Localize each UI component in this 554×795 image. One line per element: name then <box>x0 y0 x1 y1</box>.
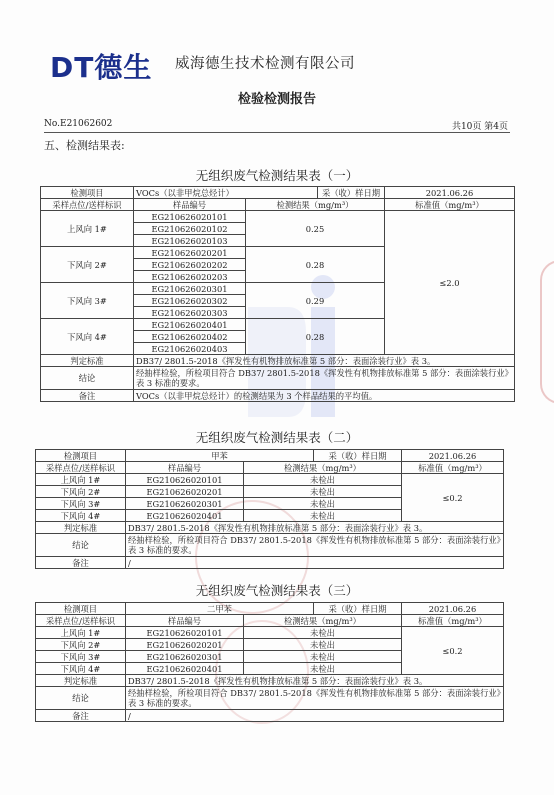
criterion-label: 判定标准 <box>36 522 126 534</box>
point-cell: 上风向 1# <box>41 211 134 247</box>
table1-title: 无组织废气检测结果表（一） <box>195 168 359 183</box>
sample-cell: EG210626020203 <box>134 271 246 283</box>
point-cell: 下风向 4# <box>41 319 134 355</box>
results-table-1 <box>40 186 515 402</box>
table3-title: 无组织废气检测结果表（三） <box>195 583 359 598</box>
sample-cell: EG210626020401 <box>134 319 246 331</box>
conclusion-value: 经抽样检验，所检项目符合 DB37/ 2801.5-2018《挥发性有机物排放标准第 5 部分：表面涂装行业》表 3 标准的要求。 <box>126 534 504 557</box>
conclusion-label: 结论 <box>41 367 134 390</box>
result-cell: 未检出 <box>244 651 402 663</box>
point-cell: 上风向 1# <box>36 474 126 486</box>
table2-title: 无组织废气检测结果表（二） <box>195 430 359 445</box>
conclusion-value: 经抽样检验，所检项目符合 DB37/ 2801.5-2018《挥发性有机物排放标准第 5 部分：表面涂装行业》表 3 标准的要求。 <box>126 687 504 710</box>
report-number: No.E21062602 <box>44 119 113 129</box>
company-name: 威海德生技术检测有限公司 <box>175 56 355 72</box>
item-value: 甲苯 <box>126 450 314 462</box>
table-row <box>36 675 504 687</box>
sample-cell: EG210626020101 <box>126 627 244 639</box>
sample-cell: EG210626020303 <box>134 307 246 319</box>
point-cell: 下风向 3# <box>36 651 126 663</box>
page-info: 共10页 第4页 <box>451 122 508 132</box>
sample-cell: EG210626020202 <box>134 259 246 271</box>
table-row <box>36 534 504 557</box>
point-cell: 上风向 1# <box>36 627 126 639</box>
col-sample: 样品编号 <box>134 199 246 211</box>
sample-cell: EG210626020401 <box>126 510 244 522</box>
point-cell: 下风向 3# <box>36 498 126 510</box>
result-cell: 未检出 <box>244 510 402 522</box>
conclusion-label: 结论 <box>36 687 126 710</box>
table-row <box>36 710 504 722</box>
sample-cell: EG210626020101 <box>134 211 246 223</box>
table-row <box>41 187 515 199</box>
table-row <box>36 450 504 462</box>
col-standard: 标准值（mg/m³） <box>402 615 504 627</box>
sample-cell: EG210626020101 <box>126 474 244 486</box>
col-sample: 样品编号 <box>126 615 244 627</box>
result-cell: 未检出 <box>244 639 402 651</box>
col-result: 检测结果（mg/m³） <box>244 462 402 474</box>
col-result: 检测结果（mg/m³） <box>244 615 402 627</box>
table-row <box>36 474 504 486</box>
sample-cell: EG210626020301 <box>126 498 244 510</box>
col-point: 采样点位/送样标识 <box>36 615 126 627</box>
criterion-value: DB37/ 2801.5-2018《挥发性有机物排放标准第 5 部分：表面涂装行业》表 3。 <box>126 522 504 534</box>
point-cell: 下风向 2# <box>41 247 134 283</box>
col-standard: 标准值（mg/m³） <box>385 199 515 211</box>
remark-label: 备注 <box>41 390 134 402</box>
sample-cell: EG210626020401 <box>126 663 244 675</box>
col-standard: 标准值（mg/m³） <box>402 462 504 474</box>
criterion-value: DB37/ 2801.5-2018《挥发性有机物排放标准第 5 部分：表面涂装行业》表 3。 <box>126 675 504 687</box>
result-cell: 未检出 <box>244 474 402 486</box>
date-value: 2021.06.26 <box>402 450 504 462</box>
section-title: 五、检测结果表: <box>44 139 125 152</box>
results-table-2 <box>35 449 504 569</box>
standard-cell: ≤2.0 <box>385 211 515 355</box>
point-cell: 下风向 2# <box>36 486 126 498</box>
table-row <box>36 603 504 615</box>
table-row <box>36 557 504 569</box>
item-label: 检测项目 <box>36 603 126 615</box>
conclusion-value: 经抽样检验，所检项目符合 DB37/ 2801.5-2018《挥发性有机物排放标准第 5 部分：表面涂装行业》表 3 标准的要求。 <box>134 367 515 390</box>
sample-cell: EG210626020301 <box>126 651 244 663</box>
criterion-value: DB37/ 2801.5-2018《挥发性有机物排放标准第 5 部分：表面涂装行业》表 3。 <box>134 355 515 367</box>
table-row <box>41 367 515 390</box>
result-cell: 未检出 <box>244 498 402 510</box>
result-cell: 0.28 <box>246 247 385 283</box>
table-row <box>36 687 504 710</box>
date-value: 2021.06.26 <box>385 187 515 199</box>
table-row <box>36 627 504 639</box>
standard-cell: ≤0.2 <box>402 627 504 675</box>
remark-value: VOCs（以非甲烷总烃计）的检测结果为 3 个样品结果的平均值。 <box>134 390 515 402</box>
point-cell: 下风向 2# <box>36 639 126 651</box>
sample-cell: EG210626020102 <box>134 223 246 235</box>
item-label: 检测项目 <box>36 450 126 462</box>
date-label: 采（收）样日期 <box>314 450 402 462</box>
result-cell: 0.29 <box>246 283 385 319</box>
col-point: 采样点位/送样标识 <box>36 462 126 474</box>
edge-seal-icon <box>540 260 554 404</box>
sample-cell: EG210626020301 <box>134 283 246 295</box>
sample-cell: EG210626020302 <box>134 295 246 307</box>
sample-cell: EG210626020402 <box>134 331 246 343</box>
remark-value: / <box>126 710 504 722</box>
criterion-label: 判定标准 <box>41 355 134 367</box>
item-value: VOCs（以非甲烷总烃计） <box>134 187 318 199</box>
result-cell: 0.25 <box>246 211 385 247</box>
sample-cell: EG210626020201 <box>134 247 246 259</box>
table-header-row <box>36 615 504 627</box>
result-cell: 未检出 <box>244 486 402 498</box>
company-logo: DT德生 <box>50 51 153 84</box>
sample-cell: EG210626020403 <box>134 343 246 355</box>
remark-label: 备注 <box>36 710 126 722</box>
sample-cell: EG210626020201 <box>126 639 244 651</box>
sample-cell: EG210626020201 <box>126 486 244 498</box>
table-header-row <box>36 462 504 474</box>
report-title: 检验检测报告 <box>237 92 316 107</box>
standard-cell: ≤0.2 <box>402 474 504 522</box>
date-label: 采（收）样日期 <box>318 187 385 199</box>
sample-cell: EG210626020103 <box>134 235 246 247</box>
item-value: 二甲苯 <box>126 603 314 615</box>
col-sample: 样品编号 <box>126 462 244 474</box>
col-point: 采样点位/送样标识 <box>41 199 134 211</box>
table-row <box>41 355 515 367</box>
result-cell: 未检出 <box>244 663 402 675</box>
results-table-3 <box>35 602 504 722</box>
date-label: 采（收）样日期 <box>314 603 402 615</box>
table-row <box>41 211 515 223</box>
point-cell: 下风向 3# <box>41 283 134 319</box>
item-label: 检测项目 <box>41 187 134 199</box>
remark-label: 备注 <box>36 557 126 569</box>
result-cell: 未检出 <box>244 627 402 639</box>
criterion-label: 判定标准 <box>36 675 126 687</box>
point-cell: 下风向 4# <box>36 663 126 675</box>
result-cell: 0.28 <box>246 319 385 355</box>
table-row <box>36 522 504 534</box>
table-header-row <box>41 199 515 211</box>
col-result: 检测结果（mg/m³） <box>246 199 385 211</box>
header-rule <box>44 132 510 133</box>
table-row <box>41 390 515 402</box>
date-value: 2021.06.26 <box>402 603 504 615</box>
point-cell: 下风向 4# <box>36 510 126 522</box>
conclusion-label: 结论 <box>36 534 126 557</box>
remark-value: / <box>126 557 504 569</box>
